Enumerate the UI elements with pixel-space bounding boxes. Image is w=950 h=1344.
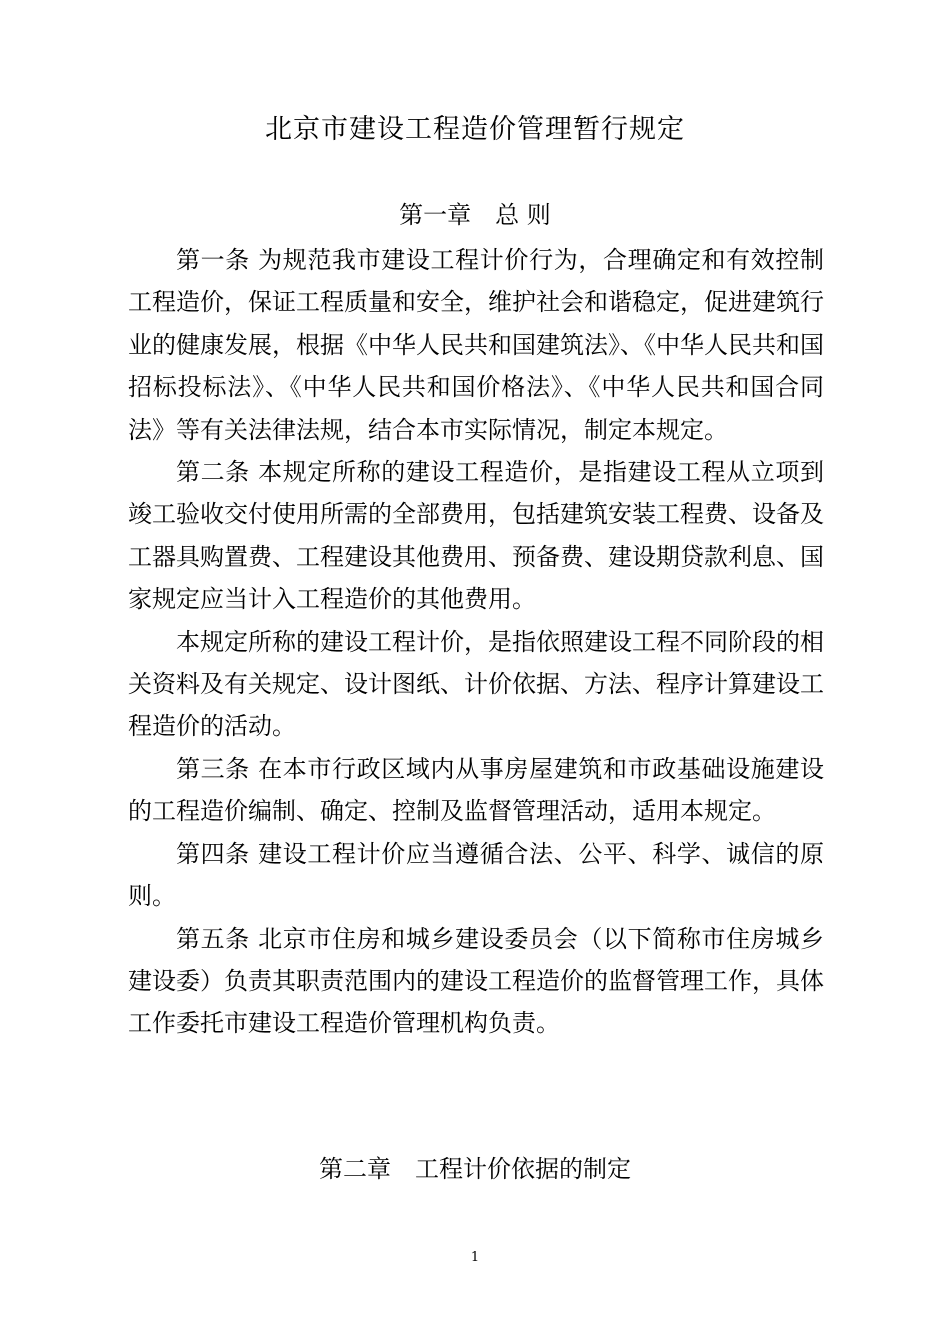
chapter-heading-2: 第二章 工程计价依据的制定: [319, 1155, 631, 1183]
article-1-paragraph: 第一条 为规范我市建设工程计价行为，合理确定和有效控制工程造价，保证工程质量和安全，维护社会和谐稳定，促进建筑行业的健康发展，根据《中华人民共和国建筑法》、《中华人民共和国招标投标法》、《中华人民共和国价格法》、《中华人民共和国合同法》等有关法律法规，结合本市实际情况，制定本规定。: [128, 246, 824, 444]
document-title: 北京市建设工程造价管理暂行规定: [265, 114, 685, 145]
article-2-paragraph: 第二条 本规定所称的建设工程造价，是指建设工程从立项到竣工验收交付使用所需的全部费用，包括建筑安装工程费、设备及工器具购置费、工程建设其他费用、预备费、建设期贷款利息、国家规定应当计入工程造价的其他费用。: [128, 458, 824, 614]
chapter-heading-1: 第一章 总 则: [399, 201, 551, 229]
article-3-paragraph: 第三条 在本市行政区域内从事房屋建筑和市政基础设施建设的工程造价编制、确定、控制及监督管理活动，适用本规定。: [128, 754, 824, 826]
article-5-paragraph: 第五条 北京市住房和城乡建设委员会（以下简称市住房城乡建设委）负责其职责范围内的建设工程造价的监督管理工作，具体工作委托市建设工程造价管理机构负责。: [128, 924, 824, 1038]
page-number: 1: [470, 1250, 480, 1265]
article-2-subparagraph: 本规定所称的建设工程计价，是指依照建设工程不同阶段的相关资料及有关规定、设计图纸、计价依据、方法、程序计算建设工程造价的活动。: [128, 627, 824, 741]
document-body: [128, 239, 824, 1045]
article-4-paragraph: 第四条 建设工程计价应当遵循合法、公平、科学、诚信的原则。: [128, 839, 824, 911]
